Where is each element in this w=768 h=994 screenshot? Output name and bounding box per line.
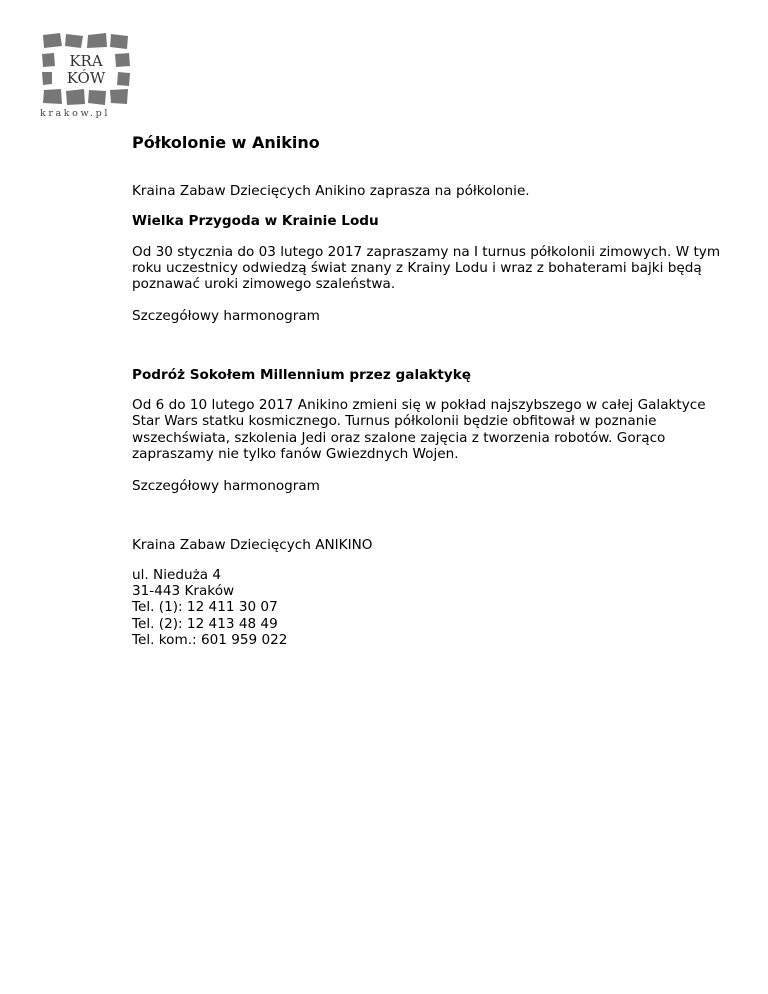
schedule-link[interactable]: Szczegółowy harmonogram — [132, 308, 320, 325]
logo-caption: krakow.pl — [40, 108, 110, 119]
section-heading: Wielka Przygoda w Krainie Lodu — [132, 213, 379, 230]
contact-street: ul. Nieduża 4 — [132, 566, 222, 583]
section-heading: Podróż Sokołem Millennium przez galaktykę — [132, 366, 471, 383]
intro-text: Kraina Zabaw Dziecięcych Anikino zaprasza na półkolonie. — [132, 183, 530, 199]
contact-phone-1: Tel. (1): 12 411 30 07 — [132, 599, 278, 616]
contact-phone-2: Tel. (2): 12 413 48 49 — [132, 615, 278, 632]
logo-line-1: KRA — [69, 52, 103, 70]
article — [132, 133, 732, 648]
krakow-logo — [40, 32, 132, 122]
contact-mobile: Tel. kom.: 601 959 022 — [132, 632, 288, 649]
page-title: Półkolonie w Anikino — [132, 133, 320, 152]
section-body: Od 6 do 10 lutego 2017 Anikino zmieni się w pokład najszybszego w całej Galaktyce Star Wars statku kosmicznego. Turnus półkolonii będzie obfitował w poznanie wszechświata, szkolenia Jedi oraz szalone zajęcia z tworzenia robotów. Gorąco zapraszamy nie tylko fanów Gwiezdnych Wojen. — [132, 397, 706, 462]
krakow-logo-mark — [40, 32, 132, 108]
schedule-link[interactable]: Szczegółowy harmonogram — [132, 478, 320, 495]
contact-city: 31-443 Kraków — [132, 583, 235, 600]
contact-org: Kraina Zabaw Dziecięcych ANIKINO — [132, 536, 373, 553]
section-body: Od 30 stycznia do 03 lutego 2017 zapraszamy na I turnus półkolonii zimowych. W tym roku uczestnicy odwiedzą świat znany z Krainy Lodu i wraz z bohaterami bajki będą poznawać uroki zimowego szaleństwa. — [132, 243, 721, 293]
logo-line-2: KÓW — [66, 69, 106, 87]
